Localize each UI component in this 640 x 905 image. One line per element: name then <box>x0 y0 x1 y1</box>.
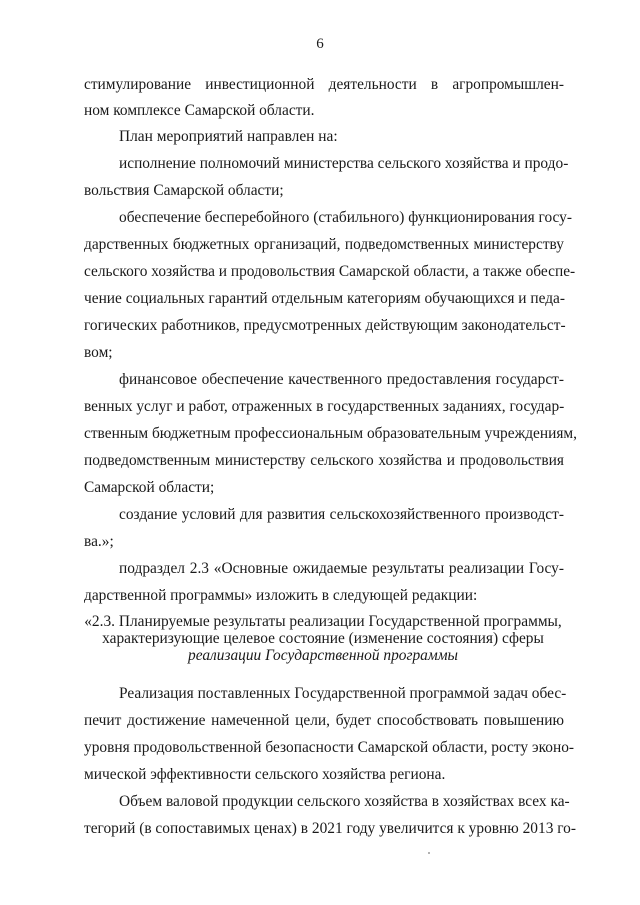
text-line: подраздел 2.3 «Основные ожидаемые результаты реализации Госу- <box>119 560 564 577</box>
text-line: создание условий для развития сельскохозяйственного производст- <box>119 506 564 523</box>
text-line: гогических работников, предусмотренных действующим законодательст- <box>84 317 566 334</box>
text-line: стимулирование инвестиционной деятельности в агропромышлен- <box>84 76 564 93</box>
text-line: венных услуг и работ, отраженных в государственных заданиях, государ- <box>84 398 565 415</box>
text-line: обеспечение бесперебойного (стабильного) функционирования госу- <box>119 209 572 226</box>
text-line: печит достижение намеченной цели, будет способствовать повышению <box>84 712 564 729</box>
text-line: чение социальных гарантий отдельным категориям обучающихся и педа- <box>84 290 565 307</box>
text-line: ва.»; <box>84 533 114 550</box>
text-line: вом; <box>84 344 113 361</box>
text-line: Объем валовой продукции сельского хозяйства в хозяйствах всех ка- <box>119 793 570 810</box>
text-line: мической эффективности сельского хозяйства региона. <box>84 766 446 783</box>
text-line: тегорий (в сопоставимых ценах) в 2021 году увеличится к уровню 2013 го- <box>84 820 576 837</box>
text-line: подведомственным министерству сельского хозяйства и продовольствия <box>84 452 564 469</box>
text-line: дарственных бюджетных организаций, подведомственных министерству <box>84 236 564 253</box>
heading-line: «2.3. Планируемые результаты реализации Государственной программы, <box>84 613 562 630</box>
text-line: ственным бюджетным профессиональным образовательным учреждениям, <box>84 425 578 442</box>
text-line: Самарской области; <box>84 479 215 496</box>
text-line: План мероприятий направлен на: <box>119 128 338 145</box>
text-line: уровня продовольственной безопасности Самарской области, росту эконо- <box>84 739 575 756</box>
scan-speck <box>428 852 430 854</box>
page-number: 6 <box>316 36 324 52</box>
heading-line: характеризующие целевое состояние (изменение состояния) сферы <box>102 630 544 647</box>
text-line: финансовое обеспечение качественного предоставления государст- <box>119 371 564 388</box>
heading-line: реализации Государственной программы <box>188 647 458 664</box>
text-line: сельского хозяйства и продовольствия Самарской области, а также обеспе- <box>84 263 576 280</box>
text-line: ном комплексе Самарской области. <box>84 102 315 119</box>
text-line: вольствия Самарской области; <box>84 182 284 199</box>
text-line: исполнение полномочий министерства сельского хозяйства и продо- <box>119 155 569 172</box>
text-line: Реализация поставленных Государственной программой задач обес- <box>119 685 567 702</box>
text-line: дарственной программы» изложить в следующей редакции: <box>84 587 478 604</box>
